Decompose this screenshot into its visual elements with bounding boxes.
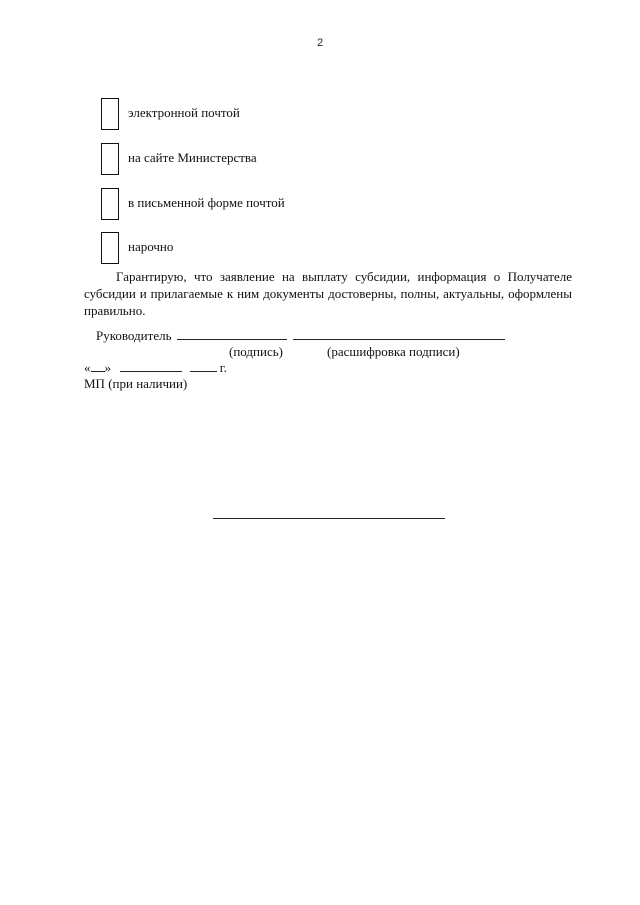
option-ministry-website-label: на сайте Министерства	[128, 150, 257, 165]
signature-line	[96, 328, 505, 344]
decoding-caption: (расшифровка подписи)	[327, 344, 460, 359]
date-line	[84, 360, 227, 376]
checkbox-ministry-website[interactable]	[101, 143, 119, 175]
stamp-label: МП (при наличии)	[84, 376, 188, 391]
year-suffix: г.	[219, 360, 227, 375]
option-written-mail-label: в письменной форме почтой	[128, 195, 285, 210]
year-blank[interactable]	[190, 360, 217, 372]
day-blank[interactable]	[91, 360, 105, 372]
date-open-quote: «	[84, 360, 91, 375]
decoding-blank[interactable]	[293, 328, 505, 340]
guarantee-paragraph: Гарантирую, что заявление на выплату субсидии, информация о Получателе субсидии и прилагаемые к ним документы достоверны, полны, актуальны, оформлены правильно.	[84, 269, 572, 318]
signature-blank[interactable]	[177, 328, 287, 340]
checkbox-courier[interactable]	[101, 232, 119, 264]
role-label: Руководитель	[96, 328, 172, 343]
separator-line	[213, 518, 445, 519]
checkbox-email[interactable]	[101, 98, 119, 130]
option-courier-label: нарочно	[128, 239, 174, 254]
page-number: 2	[316, 37, 324, 49]
signature-caption: (подпись)	[229, 344, 283, 359]
date-close-quote: »	[104, 360, 111, 375]
option-email-label: электронной почтой	[128, 105, 240, 120]
month-blank[interactable]	[120, 360, 182, 372]
checkbox-written-mail[interactable]	[101, 188, 119, 220]
